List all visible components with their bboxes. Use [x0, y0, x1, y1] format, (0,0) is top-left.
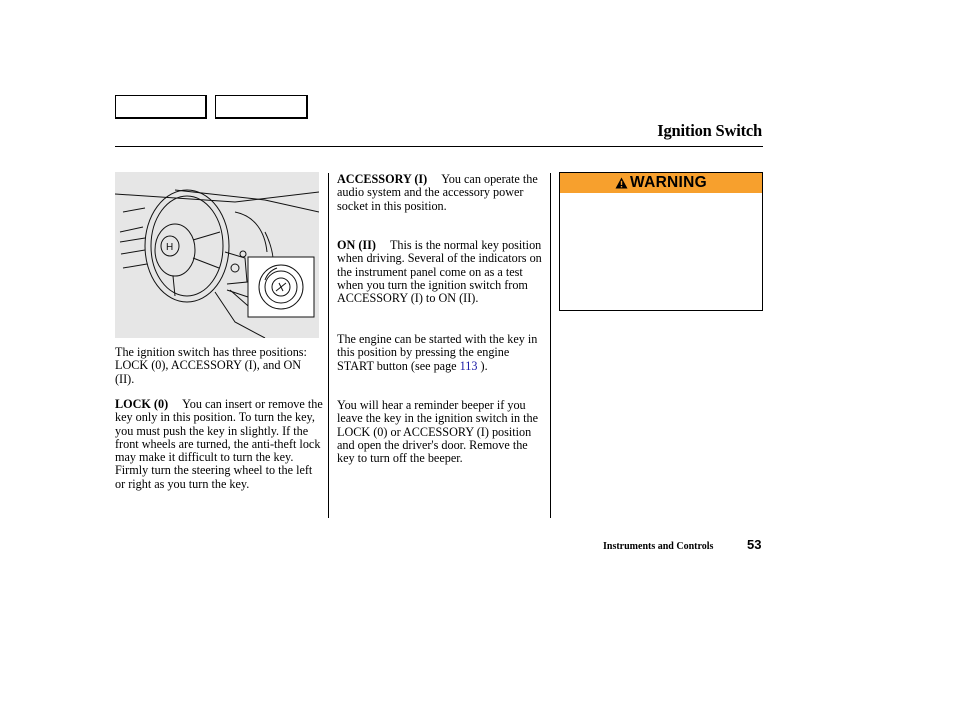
- beeper-paragraph: You will hear a reminder beeper if you leave the key in the ignition switch in the LOCK (0) or ACCESSORY (I) position and open the driver's door. Remove the key to turn off the beeper.: [337, 398, 539, 466]
- accessory-heading: ACCESSORY (I): [337, 172, 428, 186]
- title-divider: [115, 146, 763, 147]
- warning-box: [559, 172, 763, 311]
- accessory-text: You can operate the audio system and the accessory power socket in this position.: [337, 172, 538, 213]
- warning-triangle-icon: [615, 177, 628, 189]
- warning-header: [560, 173, 762, 193]
- footer-section-name: Instruments and Controls: [603, 541, 714, 552]
- start-text-end: ).: [480, 358, 488, 373]
- intro-paragraph: The ignition switch has three positions: LOCK (0), ACCESSORY (I), and ON (II).: [115, 345, 307, 386]
- column-divider: [550, 173, 551, 518]
- on-text: This is the normal key position when driving. Several of the indicators on the instrument panel come on as a test when you turn the ignition switch from ACCESSORY (I) to ON (II).: [337, 238, 542, 306]
- page-link-113[interactable]: 113: [459, 358, 478, 373]
- lock-text: You can insert or remove the key only in this position. To turn the key, you must push the key in slightly. If the front wheels are turned, the anti-theft lock may make it difficult to turn the key. Firmly turn the steering wheel to the left or right as you turn the key.: [115, 397, 323, 491]
- ignition-switch-illustration: [115, 172, 319, 338]
- start-text: The engine can be started with the key in this position by pressing the engine START button (see page: [337, 332, 538, 373]
- svg-text:H: H: [166, 242, 174, 253]
- on-heading: ON (II): [337, 238, 376, 252]
- page-number: 53: [747, 537, 762, 552]
- column-divider: [328, 173, 329, 518]
- nav-button-main-menu[interactable]: [115, 95, 207, 119]
- on-paragraph: [337, 239, 542, 305]
- nav-button-index[interactable]: [215, 95, 308, 119]
- lock-heading: LOCK (0): [115, 397, 169, 411]
- accessory-paragraph: [337, 173, 542, 213]
- page-title: Ignition Switch: [657, 121, 762, 140]
- lock-paragraph: [115, 398, 323, 491]
- start-paragraph: [337, 333, 542, 373]
- warning-label: WARNING: [630, 174, 708, 191]
